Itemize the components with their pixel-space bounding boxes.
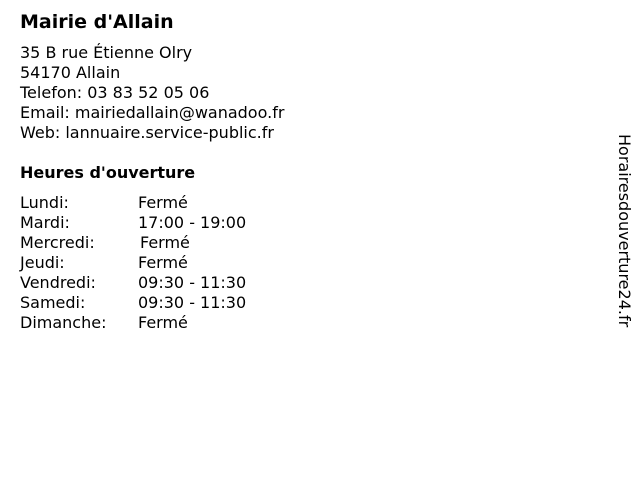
page-title: Mairie d'Allain <box>20 11 174 33</box>
hours-time: Fermé <box>138 313 188 332</box>
hours-day: Lundi: <box>20 193 69 212</box>
hours-row-mercredi <box>20 233 340 253</box>
hours-time: Fermé <box>138 253 188 272</box>
hours-day: Jeudi: <box>20 253 65 272</box>
hours-time: Fermé <box>138 193 188 212</box>
contact-info <box>20 43 284 143</box>
hours-day: Dimanche: <box>20 313 107 332</box>
hours-time: 17:00 - 19:00 <box>138 213 247 232</box>
hours-row-vendredi <box>20 273 340 293</box>
opening-hours-list <box>20 193 340 333</box>
hours-day: Samedi: <box>20 293 86 312</box>
hours-heading: Heures d'ouverture <box>20 163 196 182</box>
address-street: 35 B rue Étienne Olry <box>20 43 193 62</box>
email-line[interactable]: Email: mairiedallain@wanadoo.fr <box>20 103 285 122</box>
phone-line[interactable]: Telefon: 03 83 52 05 06 <box>20 83 210 102</box>
hours-row-mardi <box>20 213 340 233</box>
hours-day: Mardi: <box>20 213 70 232</box>
hours-time: 09:30 - 11:30 <box>138 293 247 312</box>
hours-row-samedi <box>20 293 340 313</box>
site-watermark: Horairesdouverture24.fr <box>615 134 634 328</box>
hours-time: Fermé <box>140 233 190 252</box>
hours-row-dimanche <box>20 313 340 333</box>
hours-row-jeudi <box>20 253 340 273</box>
hours-time: 09:30 - 11:30 <box>138 273 247 292</box>
hours-day: Vendredi: <box>20 273 96 292</box>
web-line[interactable]: Web: lannuaire.service-public.fr <box>20 123 274 142</box>
hours-day: Mercredi: <box>20 233 95 252</box>
address-city: 54170 Allain <box>20 63 121 82</box>
hours-row-lundi <box>20 193 340 213</box>
